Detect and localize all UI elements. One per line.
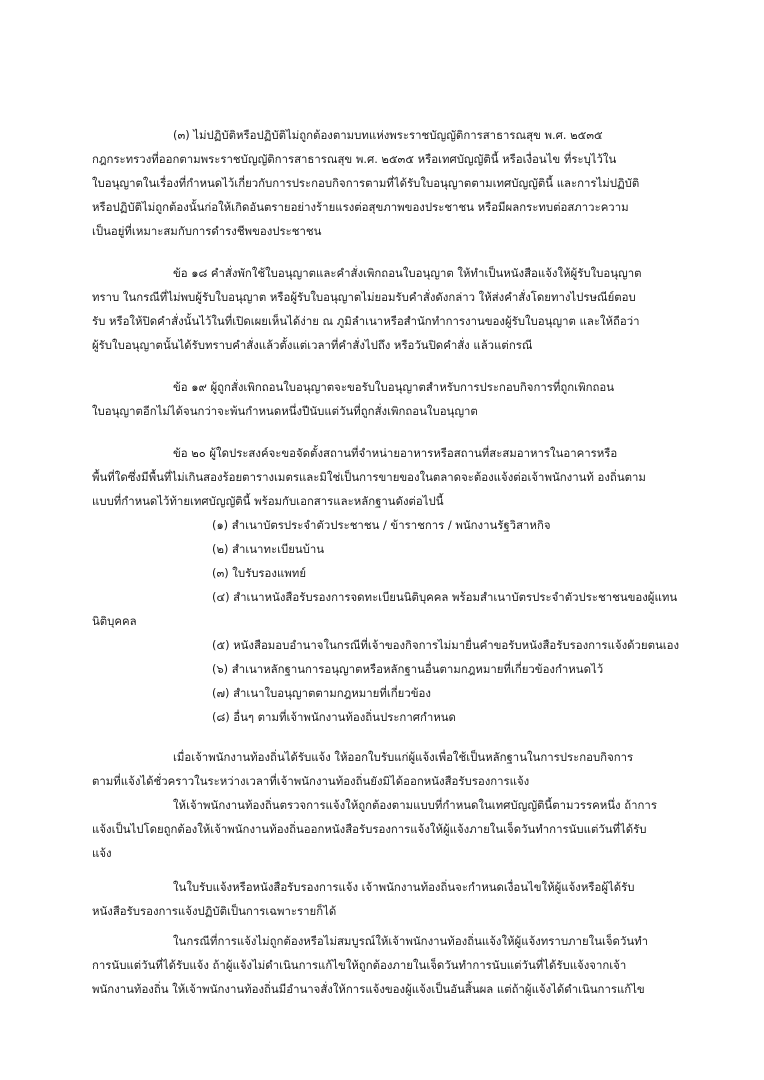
para-incorrect-line: การนับแต่วันที่ได้รับแจ้ง ถ้าผู้แจ้งไม่ดำเนินการแก้ไขให้ถูกต้องภายในเจ็ดวันทำการนับแต่วันที่ได้รับแจ้งจากเจ้า (92, 958, 627, 972)
section-3-line: ใบอนุญาตในเรื่องที่กำหนดไว้เกี่ยวกับการประกอบกิจการตามที่ได้รับใบอนุญาตตามเทศบัญญัตินี้ และการไม่ปฏิบัติ (92, 176, 640, 190)
list-item: (๕) หนังสือมอบอำนาจในกรณีที่เจ้าของกิจการไม่มายื่นคำขอรับหนังสือรับรองการแจ้งด้วยตนเอง (212, 638, 680, 652)
para-conditions-line: หนังสือรับรองการแจ้งปฏิบัติเป็นการเฉพาะรายก็ได้ (92, 904, 337, 918)
para-conditions-line: ในใบรับแจ้งหรือหนังสือรับรองการแจ้ง เจ้าพนักงานท้องถิ่นจะกำหนดเงื่อนไขให้ผู้แจ้งหรือผู้ได้รับ (173, 880, 635, 894)
clause-19-line: ข้อ ๑๙ ผู้ถูกสั่งเพิกถอนใบอนุญาตจะขอรับใบอนุญาตสำหรับการประกอบกิจการที่ถูกเพิกถอน (173, 380, 615, 394)
para-incorrect-line: ในกรณีที่การแจ้งไม่ถูกต้องหรือไม่สมบูรณ์ให้เจ้าพนักงานท้องถิ่นแจ้งให้ผู้แจ้งทราบภายในเจ็ดวันทำ (173, 934, 649, 948)
clause-20-line: พื้นที่ใดซึ่งมีพื้นที่ไม่เกินสองร้อยตารางเมตรและมิใช่เป็นการขายของในตลาดจะต้องแจ้งต่อเจ้าพนักงานท้ องถิ่นตาม (92, 470, 646, 484)
clause-20-line: แบบที่กำหนดไว้ท้ายเทศบัญญัตินี้ พร้อมกับเอกสารและหลักฐานดังต่อไปนี้ (92, 494, 444, 508)
list-item: (๑) สำเนาบัตรประจำตัวประชาชน / ข้าราชการ / พนักงานรัฐวิสาหกิจ (212, 518, 551, 532)
section-3-line: กฎกระทรวงที่ออกตามพระราชบัญญัติการสาธารณสุข พ.ศ. ๒๕๓๕ หรือเทศบัญญัตินี้ หรือเงื่อนไข ที่ระบุไว้ใน (92, 152, 617, 166)
clause-19-line: ใบอนุญาตอีกไม่ได้จนกว่าจะพ้นกำหนดหนึ่งปีนับแต่วันที่ถูกสั่งเพิกถอนใบอนุญาต (92, 404, 478, 418)
para-inspect-line: แจ้ง (92, 846, 112, 860)
section-3-line: เป็นอยู่ที่เหมาะสมกับการดำรงชีพของประชาชน (92, 224, 322, 238)
section-3-line: หรือปฏิบัติไม่ถูกต้องนั้นก่อให้เกิดอันตรายอย่างร้ายแรงต่อสุขภาพของประชาชน หรือมีผลกระทบต่อสภาวะความ (92, 200, 629, 214)
list-item-continued: นิติบุคคล (92, 614, 137, 628)
list-item: (๓) ใบรับรองแพทย์ (212, 566, 306, 580)
para-receipt-line: เมื่อเจ้าพนักงานท้องถิ่นได้รับแจ้ง ให้ออกใบรับแก่ผู้แจ้งเพื่อใช้เป็นหลักฐานในการประกอบกิจการ (173, 750, 634, 764)
list-item: (๔) สำเนาหนังสือรับรองการจดทะเบียนนิติบุคคล พร้อมสำเนาบัตรประจำตัวประชาชนของผู้แทน (212, 590, 678, 604)
clause-20-line: ข้อ ๒๐ ผู้ใดประสงค์จะขอจัดตั้งสถานที่จำหน่ายอาหารหรือสถานที่สะสมอาหารในอาคารหรือ (173, 446, 618, 460)
para-inspect-line: แจ้งเป็นไปโดยถูกต้องให้เจ้าพนักงานท้องถิ่นออกหนังสือรับรองการแจ้งให้ผู้แจ้งภายในเจ็ดวันทำการนับแต่วันที่ได้รับ (92, 822, 647, 836)
clause-18-line: ทราบ ในกรณีที่ไม่พบผู้รับใบอนุญาต หรือผู้รับใบอนุญาตไม่ยอมรับคำสั่งดังกล่าว ให้ส่งคำสั่งโดยทางไปรษณีย์ตอบ (92, 290, 636, 304)
para-inspect-line: ให้เจ้าพนักงานท้องถิ่นตรวจการแจ้งให้ถูกต้องตามแบบที่กำหนดในเทศบัญญัตินี้ตามวรรคหนึ่ง ถ้าการ (173, 798, 657, 812)
list-item: (๒) สำเนาทะเบียนบ้าน (212, 542, 325, 556)
clause-18-line: ผู้รับใบอนุญาตนั้นได้รับทราบคำสั่งแล้วตั้งแต่เวลาที่คำสั่งไปถึง หรือวันปิดคำสั่ง แล้วแต่กรณี (92, 338, 533, 352)
para-incorrect-line: พนักงานท้องถิ่น ให้เจ้าพนักงานท้องถิ่นมีอำนาจสั่งให้การแจ้งของผู้แจ้งเป็นอันสิ้นผล แต่ถ้าผู้แจ้งได้ดำเนินการแก้ไข (92, 982, 645, 996)
list-item: (๘) อื่นๆ ตามที่เจ้าพนักงานท้องถิ่นประกาศกำหนด (212, 710, 456, 724)
clause-18-line: ข้อ ๑๘ คำสั่งพักใช้ใบอนุญาตและคำสั่งเพิกถอนใบอนุญาต ให้ทำเป็นหนังสือแจ้งให้ผู้รับใบอนุญาต (173, 266, 642, 280)
list-item: (๗) สำเนาใบอนุญาตตามกฎหมายที่เกี่ยวข้อง (212, 686, 431, 700)
list-item: (๖) สำเนาหลักฐานการอนุญาตหรือหลักฐานอื่นตามกฎหมายที่เกี่ยวข้องกำหนดไว้ (212, 662, 604, 676)
section-3-line: (๓) ไม่ปฏิบัติหรือปฏิบัติไม่ถูกต้องตามบทแห่งพระราชบัญญัติการสาธารณสุข พ.ศ. ๒๕๓๕ (173, 128, 603, 142)
para-receipt-line: ตามที่แจ้งได้ชั่วคราวในระหว่างเวลาที่เจ้าพนักงานท้องถิ่นยังมิได้ออกหนังสือรับรองการแจ้ง (92, 774, 530, 788)
clause-18-line: รับ หรือให้ปิดคำสั่งนั้นไว้ในที่เปิดเผยเห็นได้ง่าย ณ ภูมิลำเนาหรือสำนักทำการงานของผู้รับใบอนุญาต และให้ถือว่า (92, 314, 640, 328)
